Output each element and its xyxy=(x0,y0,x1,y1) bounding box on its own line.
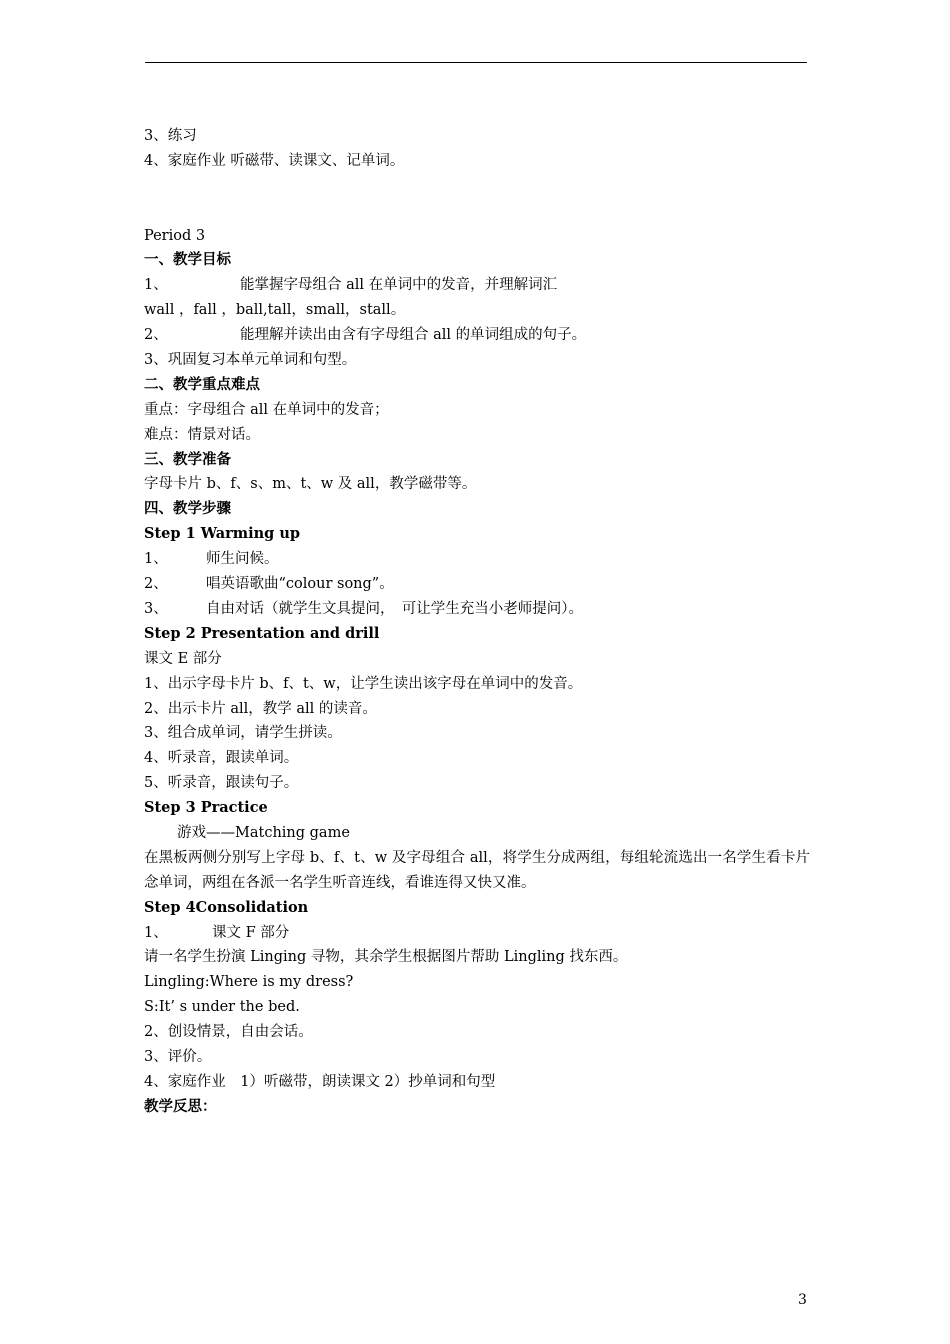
step-4-line-1: 请一名学生扮演 Linging 寻物，其余学生根据图片帮助 Lingling 找东西。 xyxy=(144,949,628,966)
step-4-item-1-text: 课文 F 部分 xyxy=(212,924,290,941)
spacer xyxy=(144,174,810,224)
intro-line-1: 3、练习 xyxy=(144,128,197,144)
section-heading-key-points: 二、教学重点难点 xyxy=(144,375,260,393)
step-1-item-2-number: 2、 xyxy=(144,576,168,593)
step-3-game: 游戏——Matching game xyxy=(177,824,350,841)
step-1-item-2-text: 唱英语歌曲“colour song”。 xyxy=(206,576,394,593)
objective-item-3: 3、巩固复习本单元单词和句型。 xyxy=(144,352,357,369)
step-1-item-1-number: 1、 xyxy=(144,551,168,568)
step-4-line-3: S:It’ s under the bed. xyxy=(144,999,300,1016)
step-2-heading: Step 2 Presentation and drill xyxy=(144,624,380,642)
step-2-line-5: 4、听录音，跟读单词。 xyxy=(144,750,299,767)
step-1-item-3-number: 3、 xyxy=(144,600,168,617)
step-1-item-3-text: 自由对话（就学生文具提问， 可让学生充当小老师提问）。 xyxy=(206,600,583,617)
key-point-text: 重点：字母组合 all 在单词中的发音； xyxy=(144,401,389,418)
objective-item-1 xyxy=(144,273,810,298)
step-3-heading: Step 3 Practice xyxy=(144,799,268,817)
objective-item-1-continued: wall ，fall ，ball,tall，small，stall。 xyxy=(144,302,406,319)
step-4-item-1-number: 1、 xyxy=(144,924,168,941)
step-1-item-1 xyxy=(144,547,810,572)
step-2-line-3: 2、出示卡片 all，教学 all 的读音。 xyxy=(144,700,377,717)
section-heading-objectives: 一、教学目标 xyxy=(144,251,231,269)
step-2-line-6: 5、听录音，跟读句子。 xyxy=(144,775,299,792)
objective-item-2-number: 2、 xyxy=(144,327,168,344)
step-1-item-2 xyxy=(144,572,810,597)
step-4-item-1 xyxy=(144,921,810,946)
step-4-line-6: 4、家庭作业 1）听磁带，朗读课文 2）抄单词和句型 xyxy=(144,1073,496,1090)
difficult-point-text: 难点：情景对话。 xyxy=(144,426,260,443)
step-1-heading: Step 1 Warming up xyxy=(144,525,301,543)
objective-item-2-text: 能理解并读出由含有字母组合 all 的单词组成的句子。 xyxy=(240,327,587,344)
objective-item-2 xyxy=(144,323,810,348)
header-rule xyxy=(145,62,807,63)
intro-line-2: 4、家庭作业 听磁带、读课文、记单词。 xyxy=(144,152,405,169)
section-heading-preparation: 三、教学准备 xyxy=(144,450,231,468)
objective-item-1-text: 能掌握字母组合 all 在单词中的发音，并理解词汇 xyxy=(240,277,558,294)
step-1-item-3 xyxy=(144,597,810,622)
step-4-line-2: Lingling:Where is my dress? xyxy=(144,974,354,991)
document-body xyxy=(144,124,810,1120)
step-2-line-2: 1、出示字母卡片 b、f、t、w，让学生读出该字母在单词中的发音。 xyxy=(144,675,583,692)
step-4-heading: Step 4Consolidation xyxy=(144,898,309,916)
reflection-heading: 教学反思： xyxy=(144,1097,217,1115)
period-title: Period 3 xyxy=(144,227,206,244)
step-3-paragraph: 在黑板两侧分别写上字母 b、f、t、w 及字母组合 all，将学生分成两组，每组轮流选出一名学生看卡片念单词，两组在各派一名学生听音连线，看谁连得又快又准。 xyxy=(144,849,810,891)
preparation-text: 字母卡片 b、f、s、m、t、w 及 all，教学磁带等。 xyxy=(144,476,477,493)
step-2-line-1: 课文 E 部分 xyxy=(144,650,222,667)
step-4-line-5: 3、评价。 xyxy=(144,1049,212,1065)
objective-item-1-number: 1、 xyxy=(144,277,168,294)
page-number: 3 xyxy=(798,1292,807,1308)
step-1-item-1-text: 师生问候。 xyxy=(206,551,279,568)
step-4-line-4: 2、创设情景，自由会话。 xyxy=(144,1024,313,1041)
step-2-line-4: 3、组合成单词，请学生拼读。 xyxy=(144,725,342,742)
section-heading-steps: 四、教学步骤 xyxy=(144,500,231,518)
